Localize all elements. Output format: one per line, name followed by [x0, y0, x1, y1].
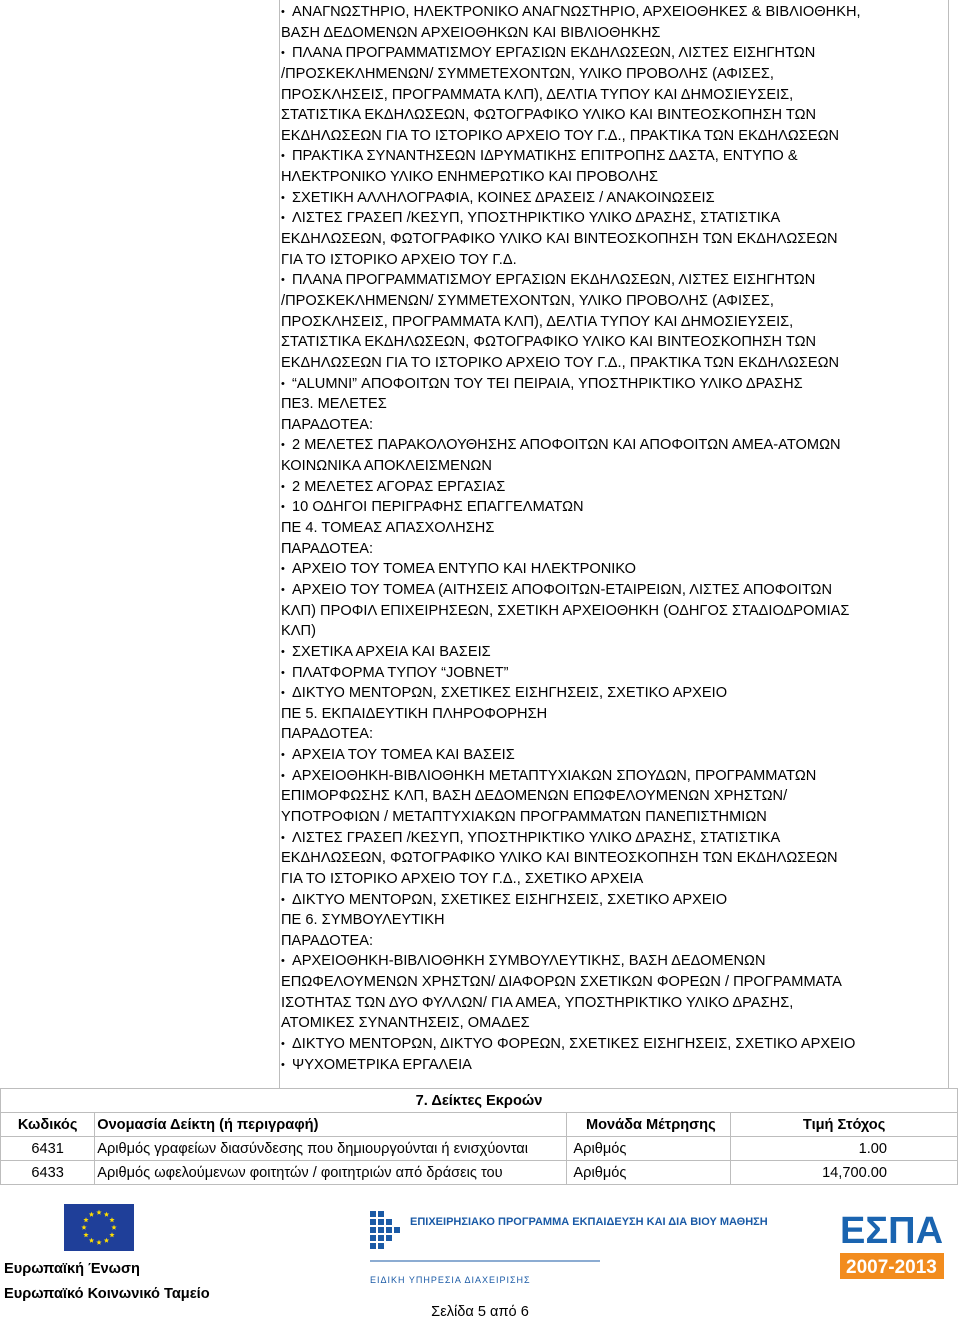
programme-logo-text: ΕΠΙΧΕΙΡΗΣΙΑΚΟ ΠΡΟΓΡΑΜΜΑ ΕΚΠΑΙΔΕΥΣΗ ΚΑΙ ΔΙΑ ΒΙΟΥ ΜΑΘΗΣΗ [410, 1216, 768, 1228]
text-line: ΥΠΟΤΡΟΦΙΩΝ / ΜΕΤΑΠΤΥΧΙΑΚΩΝ ΠΡΟΓΡΑΜΜΑΤΩΝ ΠΑΝΕΠΙΣΤΗΜΙΩΝ [281, 808, 767, 825]
row-unit: Αριθμός [567, 1137, 731, 1161]
table-row [1, 1137, 958, 1161]
bullet-item: • ΛΙΣΤΕΣ ΓΡΑΣΕΠ /ΚΕΣΥΠ, ΥΠΟΣΤΗΡΙΚΤΙΚΟ ΥΛΙΚΟ ΔΡΑΣΗΣ, ΣΤΑΤΙΣΤΙΚΑ [281, 208, 960, 229]
text-line: ΕΚΔΗΛΩΣΕΩΝ, ΦΩΤΟΓΡΑΦΙΚΟ ΥΛΙΚΟ ΚΑΙ ΒΙΝΤΕΟΣΚΟΠΗΣΗ ΤΩΝ ΕΚΔΗΛΩΣΕΩΝ [281, 231, 838, 248]
text-line: ΣΤΑΤΙΣΤΙΚΑ ΕΚΔΗΛΩΣΕΩΝ, ΦΩΤΟΓΡΑΦΙΚΟ ΥΛΙΚΟ ΚΑΙ ΒΙΝΤΕΟΣΚΟΠΗΣΗ ΤΩΝ [281, 334, 817, 351]
text-line: ΠΑΡΑΔΟΤΕΑ: [281, 932, 374, 949]
text-line: ΕΚΔΗΛΩΣΕΩΝ, ΦΩΤΟΓΡΑΦΙΚΟ ΥΛΙΚΟ ΚΑΙ ΒΙΝΤΕΟΣΚΟΠΗΣΗ ΤΩΝ ΕΚΔΗΛΩΣΕΩΝ [281, 850, 838, 867]
table-row [1, 1161, 958, 1185]
indicators-header-row [1, 1113, 958, 1137]
espa-logo [838, 1207, 946, 1287]
bullet-item: • ΠΛΑΝΑ ΠΡΟΓΡΑΜΜΑΤΙΣΜΟΥ ΕΡΓΑΣΙΩΝ ΕΚΔΗΛΩΣΕΩΝ, ΛΙΣΤΕΣ ΕΙΣΗΓΗΤΩΝ [281, 43, 960, 64]
text-line: /ΠΡΟΣΚΕΚΛΗΜΕΝΩΝ/ ΣΥΜΜΕΤΕΧΟΝΤΩΝ, ΥΛΙΚΟ ΠΡΟΒΟΛΗΣ (ΑΦΙΣΕΣ, [281, 292, 774, 309]
row-unit: Αριθμός [567, 1161, 731, 1185]
row-target: 1.00 [731, 1137, 958, 1161]
bullet-item: • 2 ΜΕΛΕΤΕΣ ΑΓΟΡΑΣ ΕΡΓΑΣΙΑΣ [281, 477, 960, 498]
eu-union-label: Ευρωπαϊκή Ένωση [4, 1261, 140, 1277]
bullet-item: • ΑΡΧΕΙΟ ΤΟΥ ΤΟΜΕΑ ΕΝΤΥΠΟ ΚΑΙ ΗΛΕΚΤΡΟΝΙΚΟ [281, 559, 960, 580]
bullet-item: • 2 ΜΕΛΕΤΕΣ ΠΑΡΑΚΟΛΟΥΘΗΣΗΣ ΑΠΟΦΟΙΤΩΝ ΚΑΙ ΑΠΟΦΟΙΤΩΝ ΑΜΕΑ-ΑΤΟΜΩΝ [281, 435, 960, 456]
bullet-item: • ΔΙΚΤΥΟ ΜΕΝΤΟΡΩΝ, ΣΧΕΤΙΚΕΣ ΕΙΣΗΓΗΣΕΙΣ, ΣΧΕΤΙΚΟ ΑΡΧΕΙΟ [281, 683, 960, 704]
left-column [0, 0, 280, 1088]
text-line: ΠΡΟΣΚΛΗΣΕΙΣ, ΠΡΟΓΡΑΜΜΑΤΑ ΚΛΠ), ΔΕΛΤΙΑ ΤΥΠΟΥ ΚΑΙ ΔΗΜΟΣΙΕΥΣΕΙΣ, [281, 313, 794, 330]
bullet-item: • ΑΡΧΕΙΟΘΗΚΗ-ΒΙΒΛΙΟΘΗΚΗ ΣΥΜΒΟΥΛΕΥΤΙΚΗΣ, ΒΑΣΗ ΔΕΔΟΜΕΝΩΝ [281, 951, 960, 972]
indicators-title: 7. Δείκτες Εκροών [1, 1089, 958, 1113]
bullet-item: • ΠΛΑΝΑ ΠΡΟΓΡΑΜΜΑΤΙΣΜΟΥ ΕΡΓΑΣΙΩΝ ΕΚΔΗΛΩΣΕΩΝ, ΛΙΣΤΕΣ ΕΙΣΗΓΗΤΩΝ [281, 270, 960, 291]
text-line: ΚΛΠ) [281, 623, 316, 640]
bullet-item: • ΠΡΑΚΤΙΚΑ ΣΥΝΑΝΤΗΣΕΩΝ ΙΔΡΥΜΑΤΙΚΗΣ ΕΠΙΤΡΟΠΗΣ ΔΑΣΤΑ, ΕΝΤΥΠΟ & [281, 146, 960, 167]
text-line: ΓΙΑ ΤΟ ΙΣΤΟΡΙΚΟ ΑΡΧΕΙΟ ΤΟΥ Γ.Δ. [281, 251, 517, 268]
header-target: Τιμή Στόχος [731, 1113, 958, 1137]
bullet-item: • ΔΙΚΤΥΟ ΜΕΝΤΟΡΩΝ, ΣΧΕΤΙΚΕΣ ΕΙΣΗΓΗΣΕΙΣ, ΣΧΕΤΙΚΟ ΑΡΧΕΙΟ [281, 890, 960, 911]
bullet-item: • ΑΝΑΓΝΩΣΤΗΡΙΟ, ΗΛΕΚΤΡΟΝΙΚΟ ΑΝΑΓΝΩΣΤΗΡΙΟ, ΑΡΧΕΙΟΘΗΚΕΣ & ΒΙΒΛΙΟΘΗΚΗ, [281, 2, 960, 23]
text-line: ΕΠΩΦΕΛΟΥΜΕΝΩΝ ΧΡΗΣΤΩΝ/ ΔΙΑΦΟΡΩΝ ΣΧΕΤΙΚΩΝ ΦΟΡΕΩΝ / ΠΡΟΓΡΑΜΜΑΤΑ [281, 974, 842, 991]
output-indicators-table [0, 1088, 958, 1185]
bullet-item: • ΣΧΕΤΙΚΗ ΑΛΛΗΛΟΓΡΑΦΙΑ, ΚΟΙΝΕΣ ΔΡΑΣΕΙΣ / ΑΝΑΚΟΙΝΩΣΕΙΣ [281, 188, 960, 209]
header-code: Κωδικός [1, 1113, 95, 1137]
text-line: ΕΚΔΗΛΩΣΕΩΝ ΓΙΑ ΤΟ ΙΣΤΟΡΙΚΟ ΑΡΧΕΙΟ ΤΟΥ Γ.Δ., ΠΡΑΚΤΙΚΑ ΤΩΝ ΕΚΔΗΛΩΣΕΩΝ [281, 127, 840, 144]
bullet-item: • 10 ΟΔΗΓΟΙ ΠΕΡΙΓΡΑΦΗΣ ΕΠΑΓΓΕΛΜΑΤΩΝ [281, 497, 960, 518]
page-number: Σελίδα 5 από 6 [431, 1304, 529, 1320]
bullet-item: • ΑΡΧΕΙΟΘΗΚΗ-ΒΙΒΛΙΟΘΗΚΗ ΜΕΤΑΠΤΥΧΙΑΚΩΝ ΣΠΟΥΔΩΝ, ΠΡΟΓΡΑΜΜΑΤΩΝ [281, 766, 960, 787]
bullet-item: • ΑΡΧΕΙΟ ΤΟΥ ΤΟΜΕΑ (ΑΙΤΗΣΕΙΣ ΑΠΟΦΟΙΤΩΝ-ΕΤΑΙΡΕΙΩΝ, ΛΙΣΤΕΣ ΑΠΟΦΟΙΤΩΝ [281, 580, 960, 601]
text-line: ΚΟΙΝΩΝΙΚΑ ΑΠΟΚΛΕΙΣΜΕΝΩΝ [281, 458, 492, 475]
eu-flag-icon [64, 1204, 134, 1251]
programme-logo [370, 1203, 768, 1293]
row-name: Αριθμός γραφείων διασύνδεσης που δημιουργούνται ή ενισχύονται [95, 1137, 567, 1161]
programme-logo-subtitle: ΕΙΔΙΚΗ ΥΠΗΡΕΣΙΑ ΔΙΑΧΕΙΡΙΣΗΣ [370, 1275, 531, 1285]
text-line: ΠΑΡΑΔΟΤΕΑ: [281, 416, 374, 433]
eu-fund-label: Ευρωπαϊκό Κοινωνικό Ταμείο [4, 1286, 210, 1302]
text-line: ΠΕ 5. ΕΚΠΑΙΔΕΥΤΙΚΗ ΠΛΗΡΟΦΟΡΗΣΗ [281, 705, 548, 722]
bullet-item: • “ALUMNI” ΑΠΟΦΟΙΤΩΝ ΤΟΥ ΤΕΙ ΠΕΙΡΑΙΑ, ΥΠΟΣΤΗΡΙΚΤΙΚΟ ΥΛΙΚΟ ΔΡΑΣΗΣ [281, 374, 960, 395]
text-line: ΠΑΡΑΔΟΤΕΑ: [281, 726, 374, 743]
espa-logo-text: ΕΣΠΑ [840, 1210, 944, 1252]
header-unit: Μονάδα Μέτρησης [567, 1113, 731, 1137]
text-line: ΕΠΙΜΟΡΦΩΣΗΣ ΚΛΠ, ΒΑΣΗ ΔΕΔΟΜΕΝΩΝ ΕΠΩΦΕΛΟΥΜΕΝΩΝ ΧΡΗΣΤΩΝ/ [281, 788, 788, 805]
espa-years: 2007-2013 [846, 1257, 937, 1278]
text-line: ΣΤΑΤΙΣΤΙΚΑ ΕΚΔΗΛΩΣΕΩΝ, ΦΩΤΟΓΡΑΦΙΚΟ ΥΛΙΚΟ ΚΑΙ ΒΙΝΤΕΟΣΚΟΠΗΣΗ ΤΩΝ [281, 107, 817, 124]
row-name: Αριθμός ωφελούμενων φοιτητών / φοιτητριών από δράσεις του [95, 1161, 567, 1185]
text-line: /ΠΡΟΣΚΕΚΛΗΜΕΝΩΝ/ ΣΥΜΜΕΤΕΧΟΝΤΩΝ, ΥΛΙΚΟ ΠΡΟΒΟΛΗΣ (ΑΦΙΣΕΣ, [281, 65, 774, 82]
text-line: ΚΛΠ) ΠΡΟΦΙΛ ΕΠΙΧΕΙΡΗΣΕΩΝ, ΣΧΕΤΙΚΗ ΑΡΧΕΙΟΘΗΚΗ (ΟΔΗΓΟΣ ΣΤΑΔΙΟΔΡΟΜΙΑΣ [281, 602, 850, 619]
bullet-item: • ΔΙΚΤΥΟ ΜΕΝΤΟΡΩΝ, ΔΙΚΤΥΟ ΦΟΡΕΩΝ, ΣΧΕΤΙΚΕΣ ΕΙΣΗΓΗΣΕΙΣ, ΣΧΕΤΙΚΟ ΑΡΧΕΙΟ [281, 1034, 960, 1055]
text-line: ΠΑΡΑΔΟΤΕΑ: [281, 540, 374, 557]
header-name: Ονομασία Δείκτη (ή περιγραφή) [95, 1113, 567, 1137]
bullet-item: • ΑΡΧΕΙΑ ΤΟΥ ΤΟΜΕΑ ΚΑΙ ΒΑΣΕΙΣ [281, 745, 960, 766]
row-code: 6433 [1, 1161, 95, 1185]
text-line: ΠΕ 4. ΤΟΜΕΑΣ ΑΠΑΣΧΟΛΗΣΗΣ [281, 520, 495, 537]
text-line: ΙΣΟΤΗΤΑΣ ΤΩΝ ΔΥΟ ΦΥΛΛΩΝ/ ΓΙΑ ΑΜΕΑ, ΥΠΟΣΤΗΡΙΚΤΙΚΟ ΥΛΙΚΟ ΔΡΑΣΗΣ, [281, 994, 794, 1011]
text-line: ΑΤΟΜΙΚΕΣ ΣΥΝΑΝΤΗΣΕΙΣ, ΟΜΑΔΕΣ [281, 1015, 530, 1032]
text-line: ΠΕ3. ΜΕΛΕΤΕΣ [281, 396, 387, 413]
text-line: ΓΙΑ ΤΟ ΙΣΤΟΡΙΚΟ ΑΡΧΕΙΟ ΤΟΥ Γ.Δ., ΣΧΕΤΙΚΟ ΑΡΧΕΙΑ [281, 870, 644, 887]
text-line: ΠΕ 6. ΣΥΜΒΟΥΛΕΥΤΙΚΗ [281, 912, 445, 929]
deliverables-text [281, 2, 960, 1075]
bullet-item: • ΠΛΑΤΦΟΡΜΑ ΤΥΠΟΥ “JOBNET” [281, 663, 960, 684]
text-line: ΕΚΔΗΛΩΣΕΩΝ ΓΙΑ ΤΟ ΙΣΤΟΡΙΚΟ ΑΡΧΕΙΟ ΤΟΥ Γ.Δ., ΠΡΑΚΤΙΚΑ ΤΩΝ ΕΚΔΗΛΩΣΕΩΝ [281, 354, 840, 371]
bullet-item: • ΛΙΣΤΕΣ ΓΡΑΣΕΠ /ΚΕΣΥΠ, ΥΠΟΣΤΗΡΙΚΤΙΚΟ ΥΛΙΚΟ ΔΡΑΣΗΣ, ΣΤΑΤΙΣΤΙΚΑ [281, 828, 960, 849]
bullet-item: • ΣΧΕΤΙΚΑ ΑΡΧΕΙΑ ΚΑΙ ΒΑΣΕΙΣ [281, 642, 960, 663]
bullet-item: • ΨΥΧΟΜΕΤΡΙΚΑ ΕΡΓΑΛΕΙΑ [281, 1055, 960, 1076]
text-line: ΗΛΕΚΤΡΟΝΙΚΟ ΥΛΙΚΟ ΕΝΗΜΕΡΩΤΙΚΟ ΚΑΙ ΠΡΟΒΟΛΗΣ [281, 169, 659, 186]
row-code: 6431 [1, 1137, 95, 1161]
text-line: ΒΑΣΗ ΔΕΔΟΜΕΝΩΝ ΑΡΧΕΙΟΘΗΚΩΝ ΚΑΙ ΒΙΒΛΙΟΘΗΚΗΣ [281, 24, 661, 41]
text-line: ΠΡΟΣΚΛΗΣΕΙΣ, ΠΡΟΓΡΑΜΜΑΤΑ ΚΛΠ), ΔΕΛΤΙΑ ΤΥΠΟΥ ΚΑΙ ΔΗΜΟΣΙΕΥΣΕΙΣ, [281, 86, 794, 103]
row-target: 14,700.00 [731, 1161, 958, 1185]
